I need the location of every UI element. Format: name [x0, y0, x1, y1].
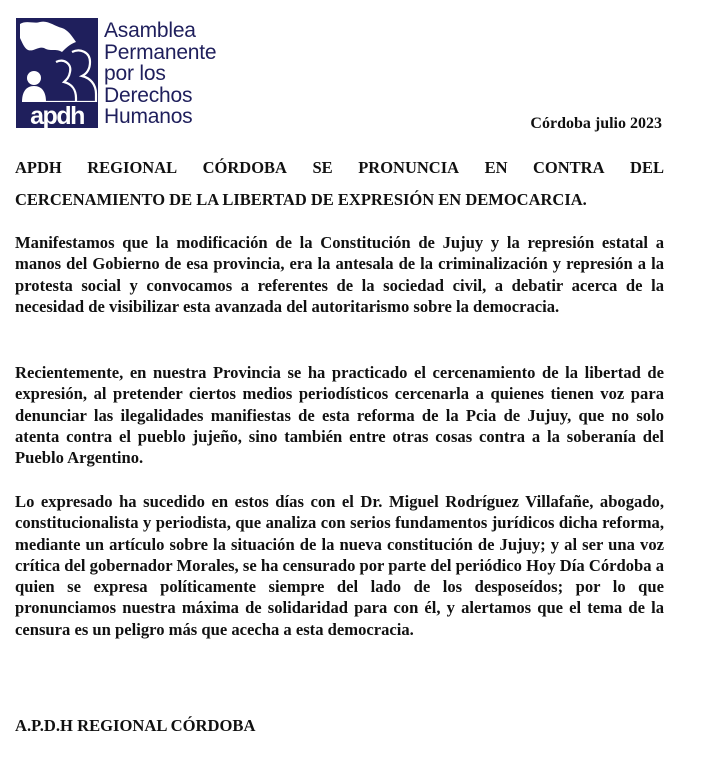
- title-word: APDH: [15, 158, 62, 177]
- title-word: EN: [484, 158, 508, 177]
- logo-line: Asamblea: [104, 19, 196, 42]
- logo-line: Permanente: [104, 40, 217, 64]
- title-line-2: CERCENAMIENTO DE LA LIBERTAD DE EXPRESIÓN EN DEMOCARCIA.: [15, 190, 587, 209]
- title-word: PRONUNCIA: [358, 158, 460, 177]
- title-word: DEL: [630, 158, 664, 177]
- paragraph-1: Manifestamos que la modificación de la Constitución de Jujuy y la represión estatal a manos del Gobierno de esa provincia, era la antesala de la criminalización y represión a la protesta social y convocamos a referentes de la sociedad civil, a debatir acerca de la necesidad de visibilizar esta avanzada del autoritarismo sobre la democracia.: [15, 233, 664, 316]
- document-title: [15, 152, 664, 216]
- signature: A.P.D.H REGIONAL CÓRDOBA: [15, 716, 256, 735]
- title-word: CÓRDOBA: [202, 158, 287, 177]
- paragraph-2: Recientemente, en nuestra Provincia se ha practicado el cercenamiento de la libertad de expresión, al pretender ciertos medios periodísticos cercenarla a quienes tienen voz para denunciar las ilegalidades manifiestas de esta reforma de la Pcia de Jujuy, que no solo atenta contra el pueblo jujeño, sino también entre otras cosas contra a la soberanía del Pueblo Argentino.: [15, 363, 664, 468]
- paragraph-3: Lo expresado ha sucedido en estos días con el Dr. Miguel Rodríguez Villafañe, abogado, constitucionalista y periodista, que analiza con serios fundamentos jurídicos dicha reforma, mediante un artículo sobre la situación de la nueva constitución de Jujuy; y al ser una voz crítica del gobernador Morales, se ha censurado por parte del periódico Hoy Día Córdoba a quien se expresa políticamente siempre del lado de los desposeídos; por lo que pronunciamos nuestra máxima de solidaridad para con él, y alertamos que el tema de la censura es un peligro más que acecha a esta democracia.: [15, 492, 664, 639]
- logo-line: por los: [104, 62, 166, 85]
- logo-line: Humanos: [104, 105, 193, 128]
- organization-name: [104, 20, 216, 128]
- svg-text:apdh: apdh: [30, 102, 84, 128]
- logo-line: Derechos: [104, 83, 193, 107]
- title-word: SE: [312, 158, 333, 177]
- apdh-people-silhouette-icon: [16, 18, 98, 128]
- title-word: CONTRA: [533, 158, 605, 177]
- apdh-logo: [16, 18, 236, 130]
- title-word: REGIONAL: [87, 158, 178, 177]
- title-line-1: [15, 152, 664, 184]
- document-date: Córdoba julio 2023: [530, 115, 662, 132]
